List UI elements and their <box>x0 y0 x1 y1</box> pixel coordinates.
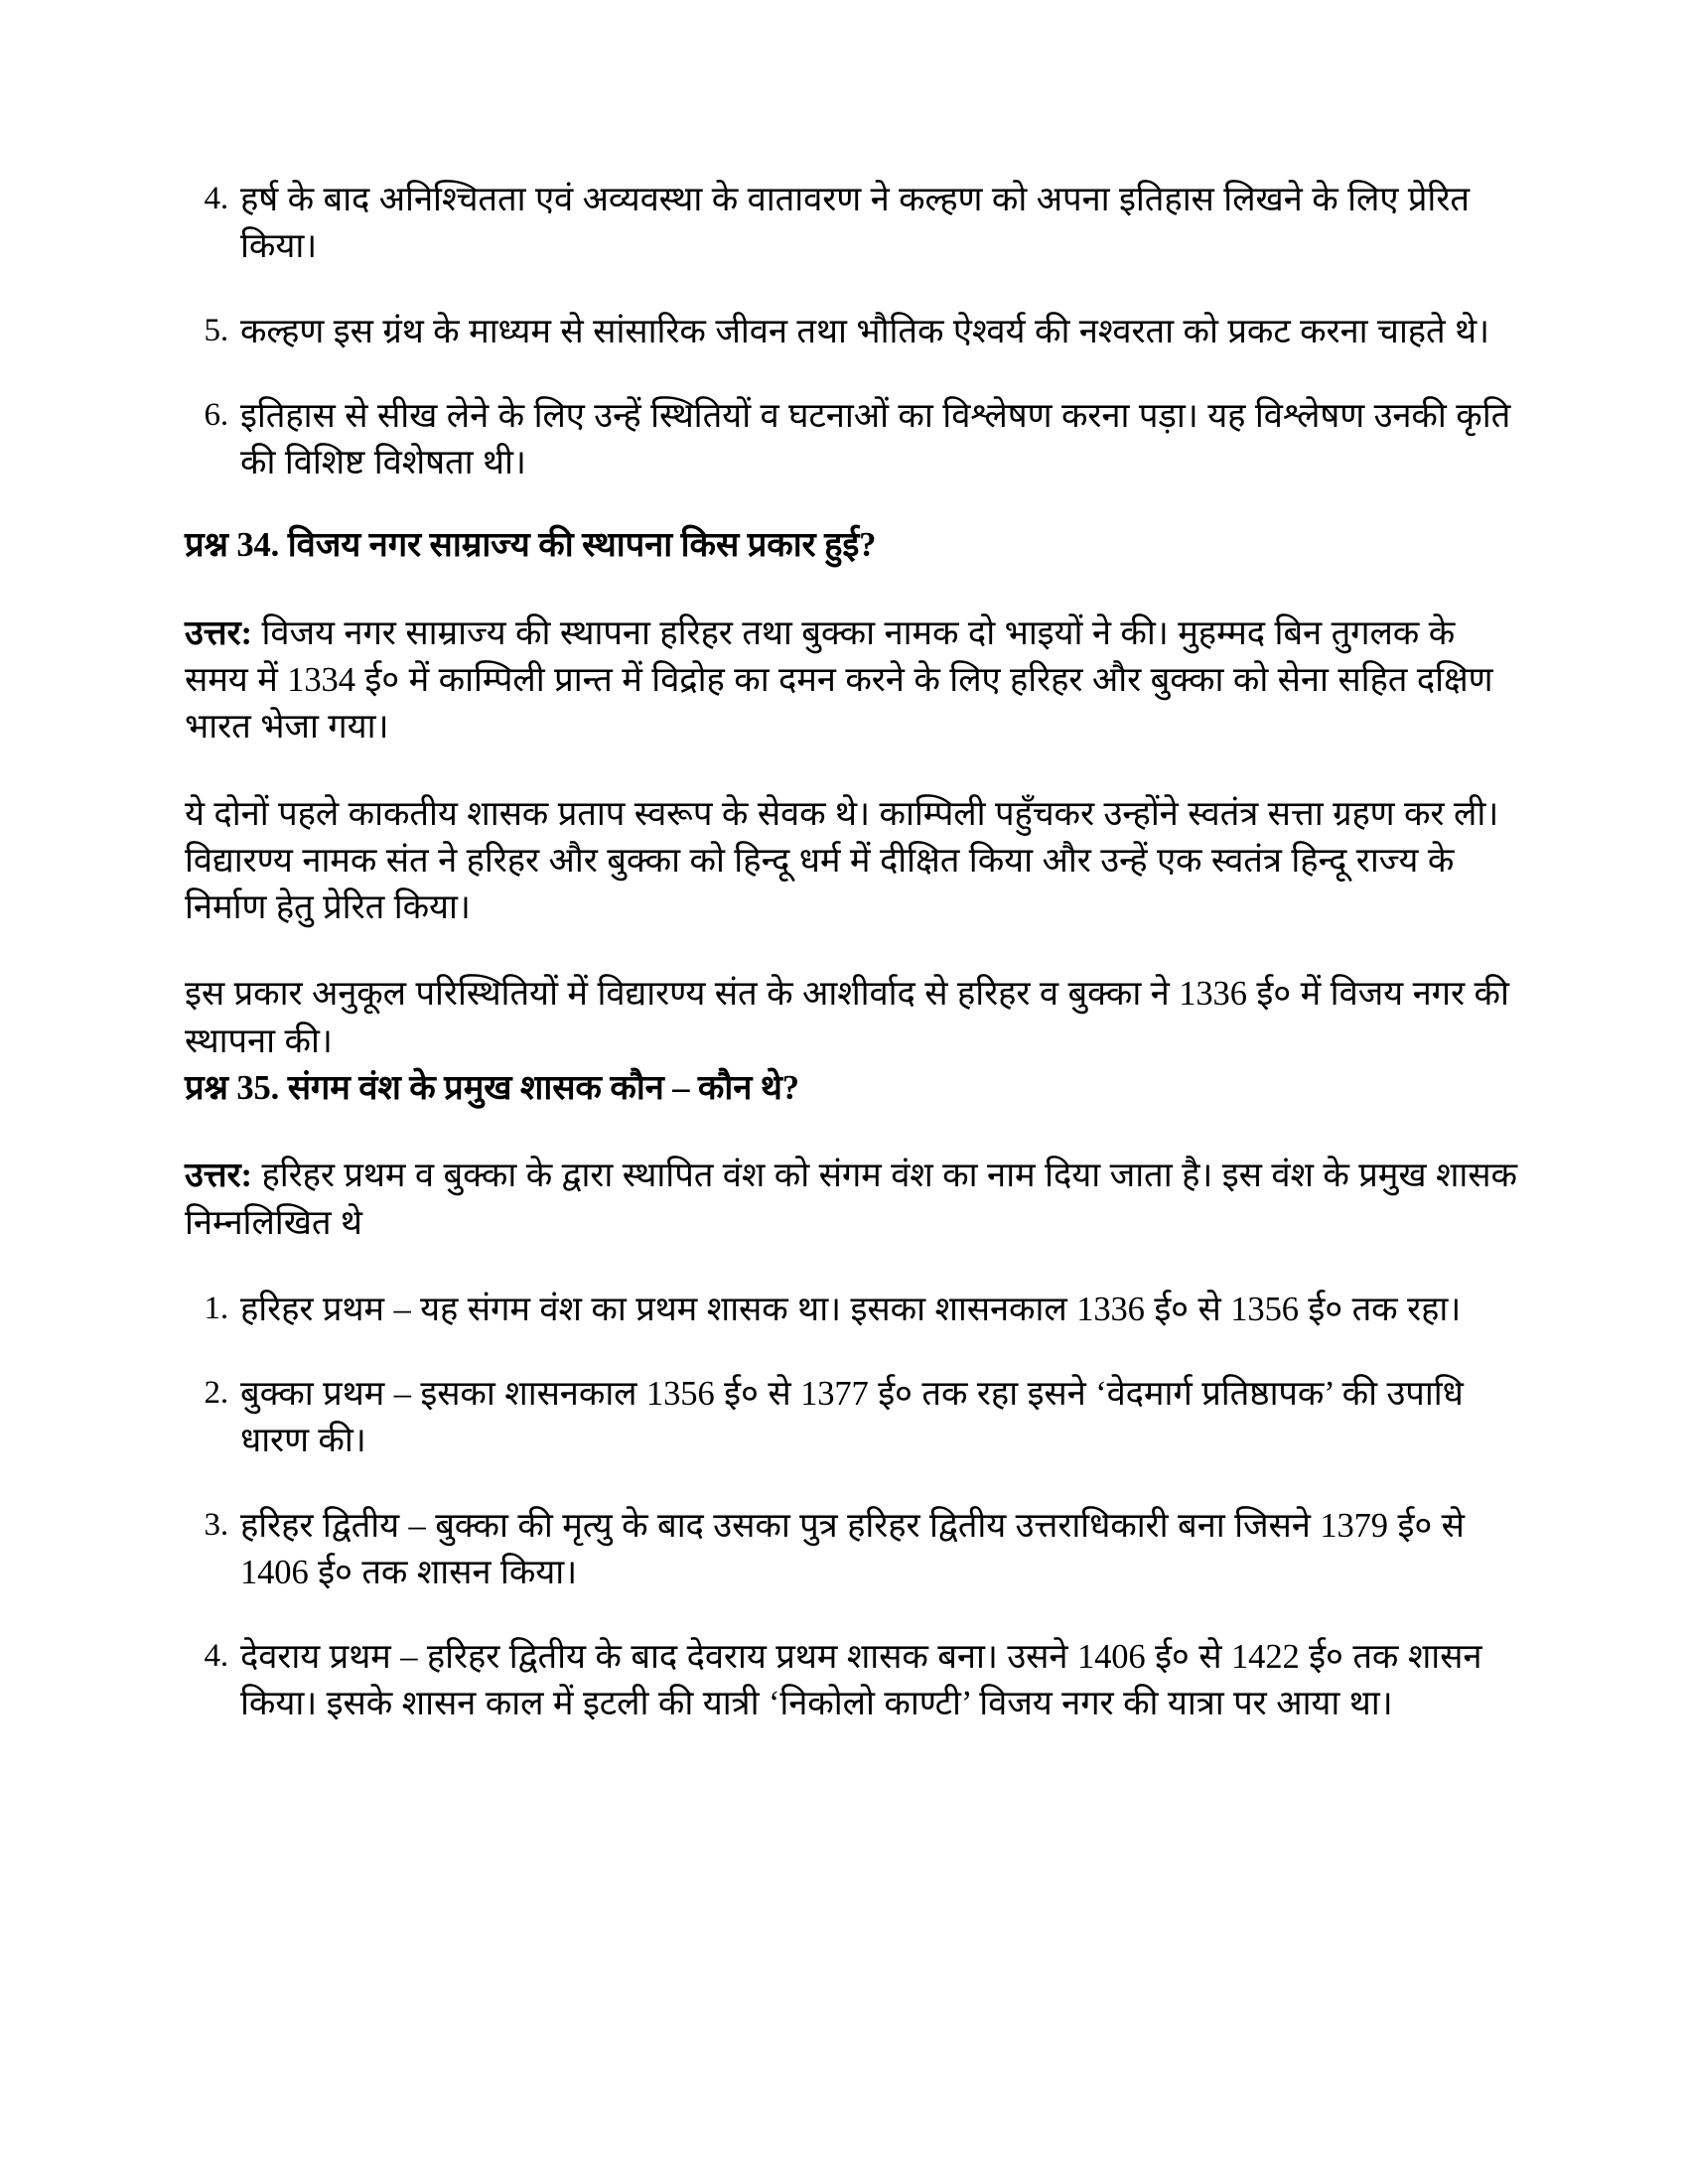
answer-label: उत्तर: <box>185 1157 252 1195</box>
question-35-block <box>185 1065 1520 1728</box>
answer-text: विजय नगर साम्राज्य की स्थापना हरिहर तथा बुक्का नामक दो भाइयों ने की। मुहम्मद बिन तुगलक के समय में 1334 ई० में काम्पिली प्रान्त में विद्रोह का दमन करने के लिए हरिहर और बुक्का को सेना सहित दक्षिण भारत भेजा गया। <box>185 614 1493 747</box>
list-item <box>185 1503 1520 1597</box>
list-item <box>185 393 1520 487</box>
answer-label: उत्तर: <box>185 614 252 652</box>
question-34-block <box>185 522 1520 1065</box>
list-marker: 1. <box>204 1290 228 1326</box>
question-35-heading: प्रश्न 35. संगम वंश के प्रमुख शासक कौन – कौन थे? <box>185 1068 799 1107</box>
continued-numbered-list <box>185 177 1520 486</box>
list-marker: 3. <box>204 1506 228 1543</box>
list-item-text: कल्हण इस ग्रंथ के माध्यम से सांसारिक जीवन तथा भौतिक ऐश्वर्य की नश्वरता को प्रकट करना चाहते थे। <box>240 312 1490 350</box>
list-item-text: बुक्का प्रथम – इसका शासनकाल 1356 ई० से 1377 ई० तक रहा इसने ‘वेदमार्ग प्रतिष्ठापक’ की उपाधि धारण की। <box>240 1375 1464 1460</box>
list-item <box>185 177 1520 271</box>
list-item-text: इतिहास से सीख लेने के लिए उन्हें स्थितियों व घटनाओं का विश्लेषण करना पड़ा। यह विश्लेषण उनकी कृति की विशिष्ट विशेषता थी। <box>240 396 1511 481</box>
list-marker: 5. <box>204 312 228 348</box>
list-marker: 6. <box>204 396 228 433</box>
question-34-answer-paragraph-1 <box>185 611 1520 751</box>
question-34-answer-paragraph-3: इस प्रकार अनुकूल परिस्थितियों में विद्यारण्य संत के आशीर्वाद से हरिहर व बुक्का ने 1336 ई० में विजय नगर की स्थापना की। <box>185 975 1509 1060</box>
question-34-answer-paragraph-2: ये दोनों पहले काकतीय शासक प्रताप स्वरूप के सेवक थे। काम्पिली पहुँचकर उन्होंने स्वतंत्र सत्ता ग्रहण कर ली। विद्यारण्य नामक संत ने हरिहर और बुक्का को हिन्दू धर्म में दीक्षित किया और उन्हें एक स्वतंत्र हिन्दू राज्य के निर्माण हेतु प्रेरित किया। <box>185 794 1499 927</box>
question-34-heading: प्रश्न 34. विजय नगर साम्राज्य की स्थापना किस प्रकार हुई? <box>185 526 877 565</box>
list-item-text: देवराय प्रथम – हरिहर द्वितीय के बाद देवराय प्रथम शासक बना। उसने 1406 ई० से 1422 ई० तक शासन किया। इसके शासन काल में इटली की यात्री ‘निकोलो काण्टी’ विजय नगर की यात्रा पर आया था। <box>240 1638 1482 1723</box>
list-item-text: हरिहर द्वितीय – बुक्का की मृत्यु के बाद उसका पुत्र हरिहर द्वितीय उत्तराधिकारी बना जिसने 1379 ई० से 1406 ई० तक शासन किया। <box>240 1506 1465 1591</box>
sangama-rulers-list <box>185 1287 1520 1728</box>
list-item-text: हर्ष के बाद अनिश्चितता एवं अव्यवस्था के वातावरण ने कल्हण को अपना इतिहास लिखने के लिए प्रेरित किया। <box>240 181 1470 266</box>
list-item-text: हरिहर प्रथम – यह संगम वंश का प्रथम शासक था। इसका शासनकाल 1336 ई० से 1356 ई० तक रहा। <box>240 1290 1462 1328</box>
list-marker: 4. <box>204 181 228 216</box>
list-item <box>185 309 1520 355</box>
answer-text: हरिहर प्रथम व बुक्का के द्वारा स्थापित वंश को संगम वंश का नाम दिया जाता है। इस वंश के प्रमुख शासक निम्नलिखित थे <box>185 1157 1517 1242</box>
list-marker: 2. <box>204 1375 228 1412</box>
list-item <box>185 1371 1520 1465</box>
question-35-answer-paragraph-1 <box>185 1153 1520 1247</box>
list-marker: 4. <box>204 1638 228 1675</box>
document-body <box>185 177 1520 1728</box>
list-item <box>185 1287 1520 1333</box>
list-item <box>185 1634 1520 1728</box>
